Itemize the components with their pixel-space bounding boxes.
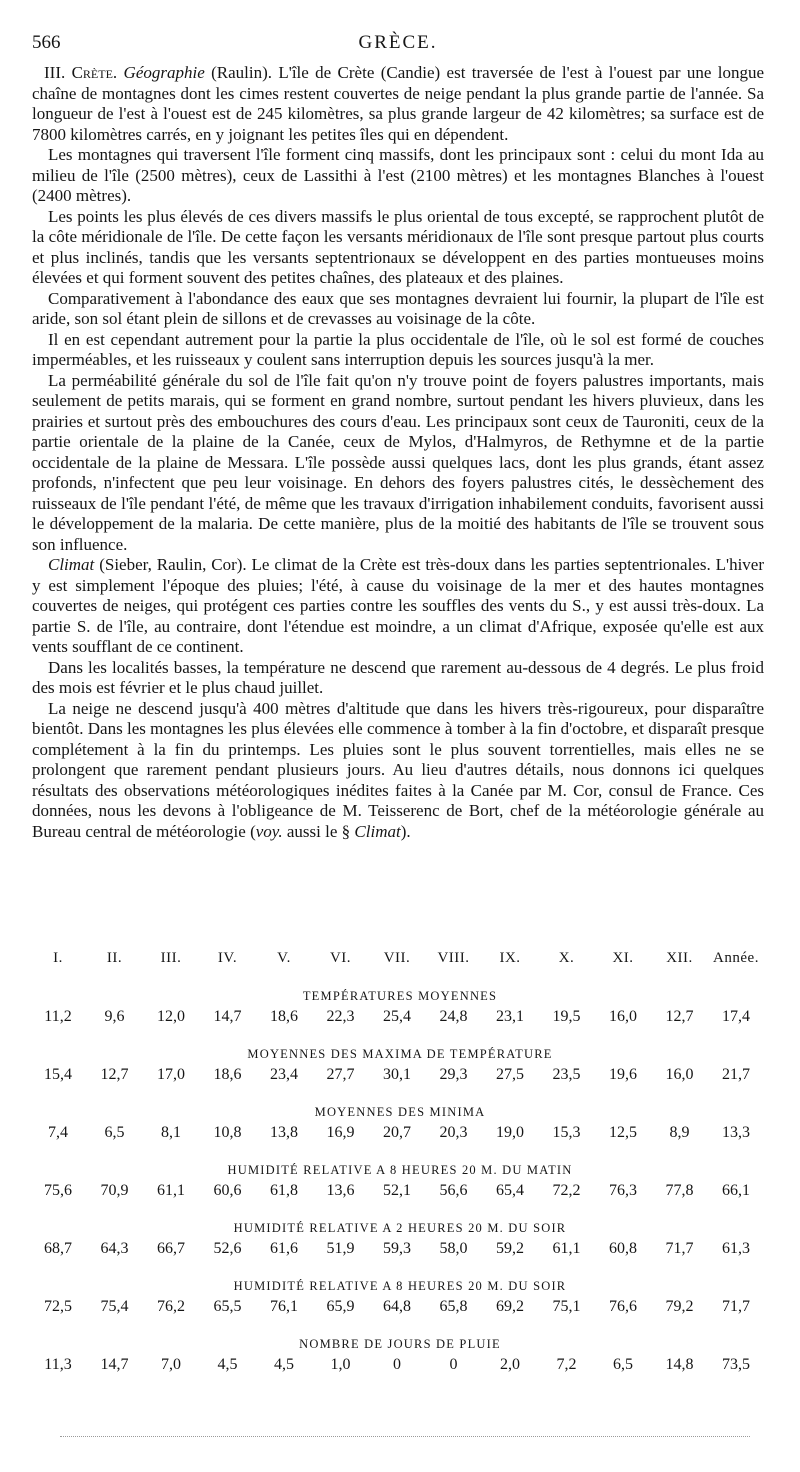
table-cell: 75,4 bbox=[100, 1298, 129, 1315]
table-row bbox=[30, 1124, 770, 1150]
paragraph-climat bbox=[32, 555, 764, 658]
table-cell: 12,7 bbox=[665, 1008, 694, 1025]
column-header: VI. bbox=[329, 950, 352, 966]
page-header bbox=[32, 30, 764, 60]
table-cell: 16,0 bbox=[609, 1008, 637, 1025]
table-cell: 16,9 bbox=[326, 1124, 355, 1141]
paragraph-temperature: Dans les localités basses, la température ne descend que rarement au-dessous de 4 degrés. Le plus froid des mois est février et le plus chaud juillet. bbox=[32, 657, 764, 697]
table-cell: 61,1 bbox=[157, 1182, 185, 1199]
table-cell: 2,0 bbox=[500, 1356, 520, 1373]
paragraph-malaria: La perméabilité générale du sol de l'île fait qu'on n'y trouve point de foyers palustres importants, mais seulement de petits marais, qui se forment en grand nombre, surtout pendant les hivers pluvieux, dans les prairies et surtout près des embouchures des cours d'eau. Les principaux sont ceux de Tauroniti, ceux de la partie orientale de la plaine de la Canée, ceux de Mylos, d'Halmyros, de Rethymne et de la partie occidentale de la plaine de Messara. L'île possède aussi quelques lacs, dont les plus grands, étant assez profonds, n'infectent que peu leur voisinage. En dehors des foyers palustres cités, le dessèchement des ruisseaux de l'île pendant l'été, de même que les travaux d'irrigation inhabilement conduits, favorisent aussi le développement de la malaria. De cette manière, plus de la moitié des habitants de l'île se trouvent sous son influence. bbox=[32, 370, 764, 554]
table-cell: 15,4 bbox=[44, 1066, 72, 1083]
table-cell: 65,5 bbox=[213, 1298, 242, 1315]
paragraph-text: aussi le § bbox=[282, 821, 355, 841]
paragraph-text: (Sieber, Raulin, Cor). Le climat de la Crète est très-doux dans les parties septentrionales. L'hiver y est simplement l'époque des pluies; l'été, à cause du voisinage de la mer et des hautes montagnes couvertes de neiges, qui protégent ces parties contre les souffles des vents du S., y est aussi très-doux. La partie S. de l'île, au contraire, dont l'étendue est moindre, a un climat d'Afrique, exposée qu'elle est aux vents soufflant de ce continent. bbox=[32, 555, 764, 656]
paragraph-montagnes: Les montagnes qui traversent l'île forment cinq massifs, dont les principaux sont : celui du mont Ida au milieu de l'île (2500 mètres), ceux de Lassithi à l'est (2100 mètres) et les montagnes Blanches à l'ouest (2400 mètres). bbox=[32, 145, 764, 205]
column-header: III. bbox=[160, 950, 182, 966]
table-cell: 0 bbox=[449, 1356, 458, 1373]
table-cell: 71,7 bbox=[665, 1240, 694, 1257]
table-cell: 68,7 bbox=[44, 1240, 72, 1257]
paragraph-text: ). bbox=[400, 821, 411, 841]
table-cell: 27,5 bbox=[496, 1066, 524, 1083]
table-cell: 21,7 bbox=[722, 1066, 750, 1083]
table-cell: 75,6 bbox=[44, 1182, 72, 1199]
table-cell: 65,9 bbox=[326, 1298, 355, 1315]
table-cell: 19,0 bbox=[496, 1124, 524, 1141]
table-cell: 61,1 bbox=[552, 1240, 581, 1257]
table-cell: 77,8 bbox=[665, 1182, 694, 1199]
running-title: GRÈCE. bbox=[358, 32, 438, 53]
table-cell: 24,8 bbox=[439, 1008, 468, 1025]
table-cell: 72,2 bbox=[552, 1182, 581, 1199]
table-cell: 76,6 bbox=[609, 1298, 637, 1315]
table-row bbox=[30, 1008, 770, 1034]
table-cell: 6,5 bbox=[104, 1124, 125, 1141]
paragraph-geographie bbox=[32, 63, 764, 145]
table-cell: 61,3 bbox=[722, 1240, 750, 1257]
column-header: VII. bbox=[383, 950, 411, 966]
table-cell: 73,5 bbox=[722, 1356, 750, 1373]
table-cell: 18,6 bbox=[213, 1066, 242, 1083]
reference-abbrev: voy. bbox=[255, 821, 283, 841]
column-header: II. bbox=[106, 950, 123, 966]
table-cell: 79,2 bbox=[665, 1298, 694, 1315]
table-cell: 7,4 bbox=[48, 1124, 68, 1141]
paragraph-text: La neige ne descend jusqu'à 400 mètres d'altitude que dans les hivers très-rigoureux, pour disparaître bientôt. Dans les montagnes les plus élevées elle commence à tomber à la fin d'octobre, et disparaît presque complétement à la fin du printemps. Les pluies sont le plus souvent torrentielles, mais elles ne se prolongent que rarement pendant plusieurs jours. Au lieu d'autres détails, nous donnons ici quelques résultats des observations météorologiques inédites faites à la Canée par M. Cor, consul de France. Ces données, nous les devons à l'obligeance de M. Teisserenc de Bort, chef de la météorologie générale au Bureau central de météorologie ( bbox=[32, 698, 764, 841]
table-section-caption: HUMIDITÉ RELATIVE A 8 HEURES 20 M. DU SOIR bbox=[233, 1279, 567, 1293]
table-cell: 11,2 bbox=[44, 1008, 72, 1025]
table-cell: 11,3 bbox=[44, 1356, 72, 1373]
table-cell: 4,5 bbox=[217, 1356, 238, 1373]
subject-heading: Géographie bbox=[123, 63, 205, 82]
table-section-caption: MOYENNES DES MINIMA bbox=[314, 1105, 486, 1119]
table-section-caption: NOMBRE DE JOURS DE PLUIE bbox=[299, 1337, 501, 1351]
table-cell: 65,8 bbox=[439, 1298, 468, 1315]
section-number: III. bbox=[44, 63, 66, 82]
table-section-caption: HUMIDITÉ RELATIVE A 8 HEURES 20 M. DU MATIN bbox=[227, 1163, 573, 1177]
column-header: V. bbox=[277, 950, 291, 966]
table-cell: 12,0 bbox=[157, 1008, 185, 1025]
table-cell: 15,3 bbox=[552, 1124, 581, 1141]
table-cell: 65,4 bbox=[496, 1182, 524, 1199]
table-cell: 66,7 bbox=[157, 1240, 185, 1257]
reference-section: Climat bbox=[354, 821, 401, 841]
table-cell: 51,9 bbox=[326, 1240, 355, 1257]
table-cell: 8,1 bbox=[161, 1124, 181, 1141]
table-cell: 19,5 bbox=[552, 1008, 581, 1025]
table-cell: 60,8 bbox=[609, 1240, 637, 1257]
article-body bbox=[32, 63, 764, 842]
page-bottom-rule bbox=[60, 1436, 750, 1438]
table-cell: 52,6 bbox=[213, 1240, 242, 1257]
table-cell: 0 bbox=[393, 1356, 401, 1373]
column-header: X. bbox=[558, 950, 575, 966]
table-cell: 23,4 bbox=[270, 1066, 298, 1083]
table-cell: 61,8 bbox=[270, 1182, 298, 1199]
table-cell: 23,5 bbox=[552, 1066, 581, 1083]
table-cell: 76,1 bbox=[270, 1298, 298, 1315]
table-row bbox=[30, 1066, 770, 1092]
table-section-caption: HUMIDITÉ RELATIVE A 2 HEURES 20 M. DU SOIR bbox=[233, 1221, 567, 1235]
table-row bbox=[30, 1356, 770, 1382]
paragraph-neige bbox=[32, 699, 764, 843]
meteorological-table bbox=[30, 950, 770, 1382]
table-cell: 16,0 bbox=[665, 1066, 694, 1083]
table-cell: 59,2 bbox=[496, 1240, 524, 1257]
table-cell: 12,7 bbox=[100, 1066, 129, 1083]
table-row bbox=[30, 1298, 770, 1324]
table-cell: 13,8 bbox=[270, 1124, 298, 1141]
table-cell: 9,6 bbox=[104, 1008, 125, 1025]
table-cell: 18,6 bbox=[270, 1008, 298, 1025]
column-header: XII. bbox=[666, 950, 693, 966]
table-cell: 14,7 bbox=[100, 1356, 129, 1373]
table-cell: 13,6 bbox=[326, 1182, 355, 1199]
table-cell: 20,3 bbox=[439, 1124, 468, 1141]
table-cell: 6,5 bbox=[613, 1356, 633, 1373]
table-cell: 12,5 bbox=[609, 1124, 637, 1141]
table-cell: 60,6 bbox=[213, 1182, 242, 1199]
page-number: 566 bbox=[32, 32, 61, 53]
table-cell: 72,5 bbox=[44, 1298, 72, 1315]
table-cell: 64,3 bbox=[100, 1240, 129, 1257]
column-header: IX. bbox=[499, 950, 521, 966]
table-cell: 10,8 bbox=[213, 1124, 242, 1141]
table-cell: 13,3 bbox=[722, 1124, 750, 1141]
table-cell: 7,2 bbox=[556, 1356, 577, 1373]
table-cell: 52,1 bbox=[383, 1182, 411, 1199]
table-cell: 71,7 bbox=[722, 1298, 750, 1315]
table-cell: 1,0 bbox=[330, 1356, 351, 1373]
table-cell: 56,6 bbox=[439, 1182, 468, 1199]
table-cell: 8,9 bbox=[669, 1124, 690, 1141]
table-cell: 17,0 bbox=[157, 1066, 185, 1083]
table-cell: 64,8 bbox=[383, 1298, 411, 1315]
table-cell: 4,5 bbox=[274, 1356, 294, 1373]
paragraph-ruisseaux: Il en est cependant autrement pour la partie la plus occidentale de l'île, où le sol est formé de couches imperméables, et les ruisseaux y coulent sans interruption depuis les sources jusqu'à la mer. bbox=[32, 329, 764, 369]
table-cell: 30,1 bbox=[383, 1066, 411, 1083]
table-cell: 17,4 bbox=[722, 1008, 750, 1025]
table-header-row bbox=[30, 950, 770, 976]
table-cell: 59,3 bbox=[383, 1240, 411, 1257]
paragraph-text: (Raulin). L'île de Crète (Candie) est traversée de l'est à l'ouest par une longue chaîne de montagnes dont les cimes restent couvertes de neige pendant la plus grande partie de l'année. Sa longueur de l'est à l'ouest est de 245 kilomètres, sa plus grande largeur de 42 kilomètres; sa surface est de 7800 kilomètres carrés, en y joignant les petites îles qui en dépendent. bbox=[32, 63, 765, 144]
table-cell: 76,2 bbox=[157, 1298, 185, 1315]
paragraph-aridite: Comparativement à l'abondance des eaux que ses montagnes devraient lui fournir, la plupart de l'île est aride, son sol étant plein de sillons et de crevasses au voisinage de la côte. bbox=[32, 288, 764, 328]
table-cell: 20,7 bbox=[383, 1124, 411, 1141]
paragraph-points-eleves: Les points les plus élevés de ces divers massifs le plus oriental de tous excepté, se rapprochent plutôt de la côte méridionale de l'île. De cette façon les versants méridionaux de l'île sont presque partout plus courts et plus inclinés, tandis que les versants septentrionaux se développent en des parties montueuses moins élevées et qui forment souvent des petites chaînes, des plateaux et des plaines. bbox=[32, 206, 764, 287]
table-cell: 22,3 bbox=[326, 1008, 355, 1025]
table-cell: 14,8 bbox=[665, 1356, 694, 1373]
table-cell: 27,7 bbox=[326, 1066, 355, 1083]
table-cell: 69,2 bbox=[496, 1298, 524, 1315]
table-cell: 23,1 bbox=[496, 1008, 524, 1025]
table-cell: 7,0 bbox=[161, 1356, 181, 1373]
table-cell: 75,1 bbox=[552, 1298, 581, 1315]
table-cell: 70,9 bbox=[100, 1182, 129, 1199]
table-cell: 58,0 bbox=[439, 1240, 468, 1257]
column-header: IV. bbox=[217, 950, 238, 966]
table-cell: 29,3 bbox=[439, 1066, 468, 1083]
column-header: VIII. bbox=[437, 950, 470, 966]
table-section-caption: MOYENNES DES MAXIMA DE TEMPÉRATURE bbox=[247, 1047, 553, 1061]
table-cell: 19,6 bbox=[609, 1066, 637, 1083]
table-row bbox=[30, 1182, 770, 1208]
column-header: Année. bbox=[713, 950, 759, 966]
column-header: I. bbox=[53, 950, 63, 966]
column-header: XI. bbox=[612, 950, 634, 966]
table-cell: 25,4 bbox=[383, 1008, 411, 1025]
table-section-caption: TEMPÉRATURES MOYENNES bbox=[302, 989, 498, 1003]
subject-heading: Climat bbox=[48, 555, 95, 574]
table-cell: 66,1 bbox=[722, 1182, 750, 1199]
table-cell: 14,7 bbox=[213, 1008, 242, 1025]
place-heading: Crète. bbox=[71, 63, 118, 82]
table-cell: 76,3 bbox=[609, 1182, 637, 1199]
table-row bbox=[30, 1240, 770, 1266]
table-cell: 61,6 bbox=[270, 1240, 298, 1257]
